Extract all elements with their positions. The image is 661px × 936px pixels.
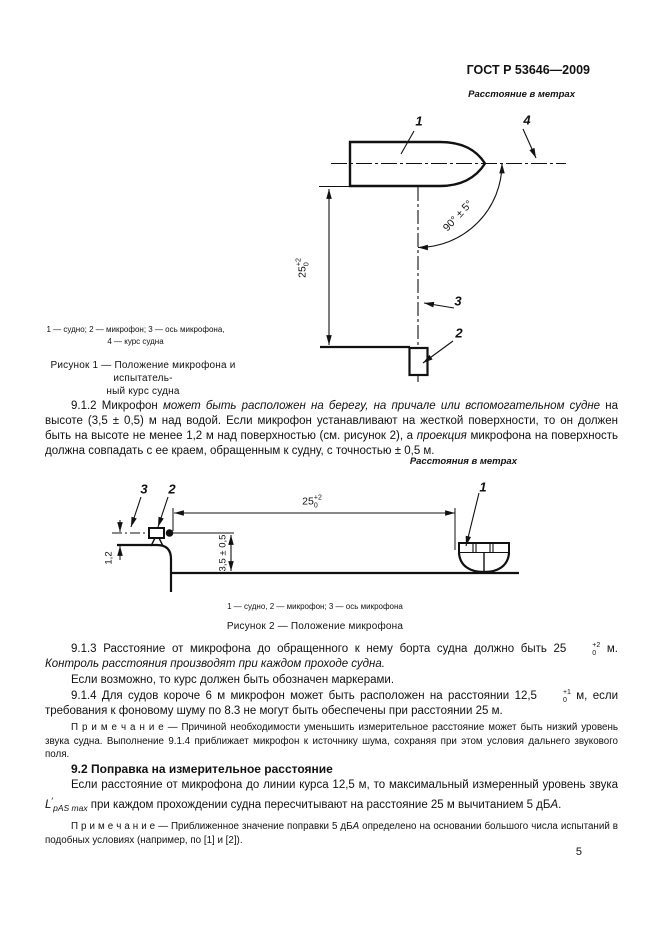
p912-seg1: 9.1.2 Микрофон [71,400,163,412]
leader-course [523,129,536,158]
fig1-caption [40,359,246,398]
leader-axis [131,497,141,527]
dim-upper: +2 [295,258,303,267]
microphone-symbol [149,528,164,538]
fig2-label-axis: 3 [140,481,148,497]
p913-tolerance [566,642,600,657]
paragraph-9-1-3a: Если возможно, то курс должен быть обозначен маркерами. [71,674,395,686]
page-number: 5 [575,846,582,858]
leader-axis [424,303,454,308]
fig2-label-mic: 2 [168,481,176,497]
fig1-legend-line2: 4 — курс судна [107,337,164,346]
dim-tolerance [314,495,322,510]
p914-tolerance [537,689,571,704]
dim-base: 25 [296,266,309,278]
fig1-legend [38,324,233,348]
p913-seg3: Контроль расстояния производят при каждом проходе судна. [45,658,385,670]
note-1 [45,721,618,762]
leader-mic [158,497,168,527]
paragraph-9-1-4 [45,689,618,719]
paragraph-9-1-2 [45,399,618,459]
note2-seg1: — Приближенное значение поправки 5 дБ [155,821,353,832]
dim-upper: +2 [313,494,322,502]
dim-lower: 0 [313,502,318,510]
figure-2 [0,470,661,605]
note-2 [45,820,618,847]
fig1-angle-label: 90° ± 5° [440,198,476,234]
heading-9-2: 9.2 Поправка на измерительное расстояние [71,762,333,776]
p912-seg2: может быть расположен на берегу, на причале или вспомогательном судне [162,400,601,412]
p913-seg1: 9.1.3 Расстояние от микрофона до обращенного к нему борта судна должно быть 25 [71,643,567,655]
p913-seg2: м. [600,643,619,655]
fig2-units-label: Расстояния в метрах [409,456,517,467]
formula-subscript: pAS max [53,802,88,813]
fig2-dim-25 [302,495,322,510]
fig1-legend-line1: 1 — судно; 2 — микрофон; 3 — ось микрофона, [46,325,225,334]
p92-seg1: Если расстояние от микрофона до линии курса 12,5 м, то максимальный измеренный уровень звука [71,779,618,791]
p914-seg1: 9.1.4 Для судов короче 6 м микрофон может быть расположен на расстоянии 12,5 [71,690,537,702]
formula-L: L [45,798,52,811]
document-header: ГОСТ Р 53646—2009 [466,63,590,77]
paragraph-9-1-3 [45,642,618,672]
fig1-dim-25 [296,258,311,278]
p92-seg3: А [550,798,559,811]
note2-seg2: А [352,821,360,832]
fig1-units-label: Расстояние в метрах [468,89,575,100]
quay-outline [117,545,171,592]
paragraph-9-2 [45,778,618,816]
note2-seg3: определено на основании большого числа испытаний в подобных условиях (например, по [1] и [2]). [45,821,619,846]
fig2-label-ship: 1 [479,479,487,495]
fig1-caption-line2: ный курс судна [106,386,180,397]
p92-seg4: . [558,798,562,811]
dim-tolerance [296,258,311,266]
fig2-dim-35: 3,5 ± 0,5 [217,534,229,572]
fig2-drawing [0,470,661,605]
fig2-caption: Рисунок 2 — Положение микрофона [226,621,404,632]
fig1-label-course: 4 [523,112,531,128]
leader-ship [466,493,479,546]
fig1-label-axis: 3 [454,293,462,309]
tol-upper: +2 [592,642,601,649]
p914-seg2: м, если требования к фоновому шуму по 8.3 не могут быть обеспечены при расстоянии 25 м. [45,690,618,717]
fig2-dim-12: 1,2 [103,551,115,565]
fig2-legend: 1 — судно, 2 — микрофон; 3 — ось микрофона [227,602,403,611]
mic-pivot [166,529,174,537]
fig1-caption-line1: Рисунок 1 — Положение микрофона и испытатель- [50,360,236,384]
note2-label: П р и м е ч а н и е [71,821,156,832]
formula-prime: ′ [51,795,54,806]
p912-seg3: на высоте (3,5 ± 0,5) м над водой. Если микрофон устанавливают на жесткой поверхности, то он должен быть на высоте не менее 1,2 м над поверхностью (см. рисунок 2), а [45,400,618,442]
p92-seg2: при каждом прохождении судна пересчитывают на расстояние 25 м вычитанием 5 дБ [87,798,551,811]
p912-seg4: проекция [416,430,467,442]
tol-lower: 0 [562,697,567,704]
note1-label: П р и м е ч а н и е [71,722,164,733]
dim-base: 25 [302,495,314,508]
dim-lower: 0 [303,262,311,267]
fig1-label-mic: 2 [455,325,463,341]
fig1-label-ship: 1 [415,113,423,129]
p912-seg5: микрофона на поверхность должна совпадать с ее краем, обращенным к судну, с точностью ± 0,5 м. [45,430,619,457]
note1-text: — Причиной необходимости уменьшить измерительное расстояние может быть низкий уровень звука судна. Выполнение 9.1.4 приближает микрофон к источнику шума, сохраняя при этом условия дальнего звукового поля. [45,722,619,760]
tol-lower: 0 [592,650,597,657]
tol-upper: +1 [562,689,571,696]
